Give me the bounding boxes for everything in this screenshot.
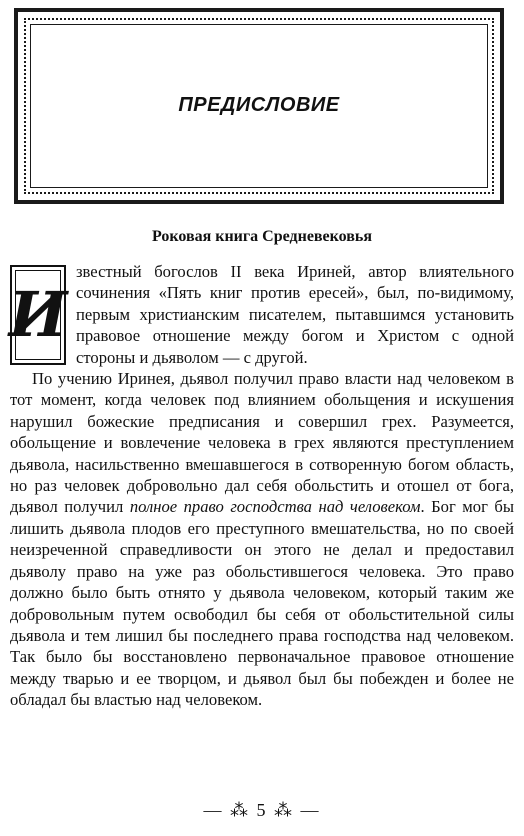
- paragraph-2: [10, 368, 514, 711]
- chapter-title: ПРЕДИСЛОВИЕ: [178, 94, 340, 116]
- page-number: — ⁂ 5 ⁂ —: [203, 800, 321, 820]
- paragraph-2-end: . Бог мог бы лишить дьявола плодов его преступного вмешательства, но по своей неизреченной справедливости он этого не делал и предоставил дьяволу право на уже раз обольстившегося человека. Это право должно было быть отнято у дьявола человеком, который таким же добровольным путем освободил бы себя от обольстительной силы дьявола и тем лишил бы последнего права господства над человеком. Так было бы восстановлено первоначальное правовое отношение между тварью и ее творцом, и дьявол был бы побежден и более не обладал бы властью над человеком.: [10, 497, 515, 710]
- section-heading: Роковая книга Средневековья: [151, 228, 373, 245]
- title-frame: [14, 8, 504, 204]
- body-text: [10, 261, 514, 711]
- emphasis-text: полное право господства над человеком: [129, 497, 421, 517]
- dropcap-letter: И: [15, 270, 61, 360]
- dropcap-box: [10, 265, 66, 365]
- paragraph-2-start: По учению Иринея, дьявол получил право власти над человеком в тот момент, когда человек под влиянием обольщения и искушения нарушил божеские предписания и совершил грех. Разумеется, обольщение и вовлечение человека в грех являются преступлением дьявола, насильственно вмешавшегося в сотворенную богом область, но раз человек добровольно дал себя обольстить и отошел от бога, дьявол получил: [10, 369, 514, 517]
- paragraph-1: звестный богослов II века Ириней, автор влиятельного сочинения «Пять книг против ересей», был, по-видимому, первым христианским писателем, пытавшимся установить правовое отношение между богом и Христом с одной стороны и дьяволом — с другой.: [76, 262, 514, 367]
